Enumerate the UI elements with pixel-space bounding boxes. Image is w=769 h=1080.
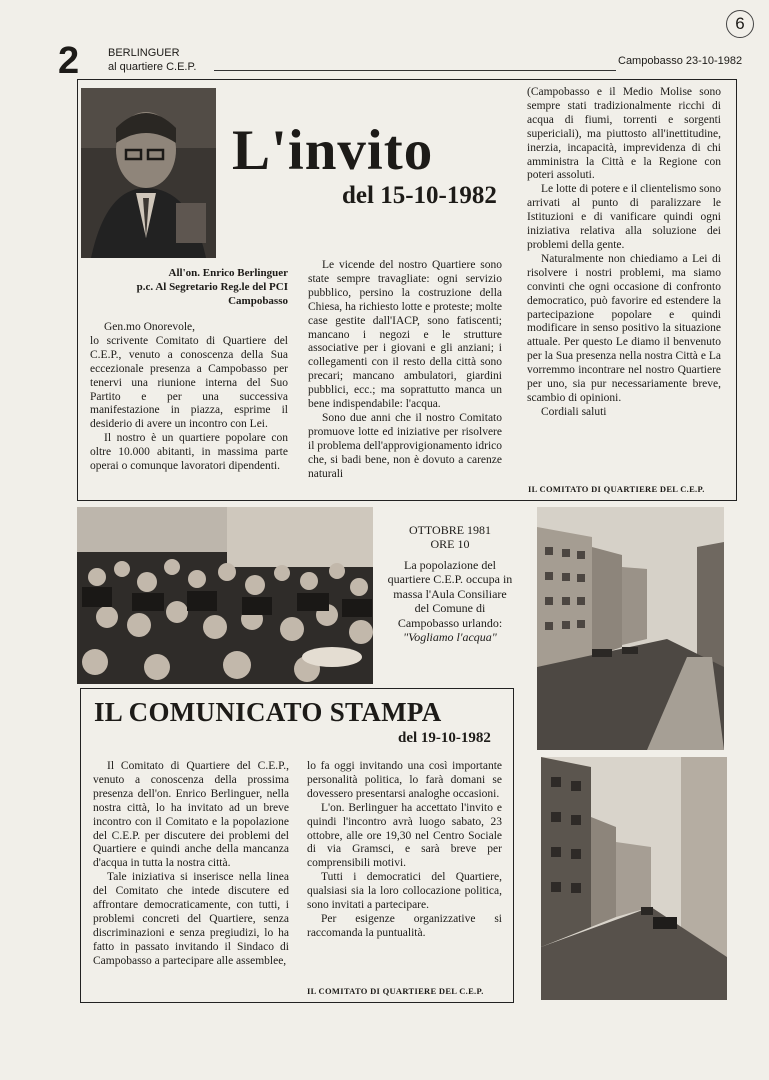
press-paragraph: Il Comitato di Quartiere del C.E.P., venuto a conoscenza della prossima presenza dell'on. Enrico Berlinguer, nella nostra città, lo ha invitato ad un breve incontro con il Comitato e la popolazione del C.E.P. per discutere dei problemi del Quartiere e quindi anche della mancanza d'acqua in tutta la nostra città. xyxy=(93,760,289,870)
letter-paragraph: Le vicende del nostro Quartiere sono state sempre travagliate: ogni servizio pubblico, persino la costruzione della Chiesa, ha richiesto lotte e proteste; molte case gestite dall'IACP, sono fatiscenti; mancano i negozi e le strutture associative per i giovani e gli anziani; i collegamenti con il resto della città sono precari; mancano ambulatori, giardini pubblici, ecc.; ma soprattutto manca un bene indispendabile: l'acqua. xyxy=(308,259,502,411)
letter-title: L'invito xyxy=(232,119,434,182)
press-column-2 xyxy=(307,760,502,941)
address-line: All'on. Enrico Berlinguer xyxy=(168,267,288,279)
address-line: Campobasso xyxy=(228,295,288,307)
publication-name: BERLINGUER xyxy=(108,47,180,59)
caption-text: La popolazione del quartiere C.E.P. occupa in massa l'Aula Consiliare del Comune di Campobasso urlando: xyxy=(387,558,513,630)
address-line: p.c. Al Segretario Reg.le del PCI xyxy=(136,281,288,293)
caption-quote: "Vogliamo l'acqua" xyxy=(403,630,497,645)
caption-title xyxy=(380,523,520,551)
letter-column-3 xyxy=(527,86,721,420)
press-paragraph: Tutti i democratici del Quartiere, qualsiasi sia la loro collocazione politica, sono invitati a partecipare. xyxy=(307,871,502,912)
street-photo-2 xyxy=(541,757,727,1000)
press-column-1 xyxy=(93,760,289,969)
letter-column-2 xyxy=(308,259,502,482)
press-paragraph: L'on. Berlinguer ha accettato l'invito e quindi l'incontro avrà luogo sabato, 23 ottobre, alle ore 19,30 nel Centro Sociale di via Gramsci, e sarà breve per comprensibili motivi. xyxy=(307,801,502,870)
portrait-photo xyxy=(81,88,216,258)
press-release-title: IL COMUNICATO STAMPA xyxy=(94,697,442,727)
press-paragraph: lo fa oggi invitando una così importante personalità politica, lo farà domani se dovessero presentarsi analoghe occasioni. xyxy=(307,760,502,800)
salutation: Gen.mo Onorevole, xyxy=(104,321,196,333)
letter-paragraph: Sono due anni che il nostro Comitato promuove lotte ed iniziative per risolvere il problema dell'approvigionamento idrico che, si badi bene, non è dovuto a carenze naturali xyxy=(308,411,503,480)
letter-column-1 xyxy=(90,321,288,474)
caption-time: ORE 10 xyxy=(430,537,470,551)
letter-paragraph: Il nostro è un quartiere popolare con oltre 10.000 abitanti, in massima parte operai o comunque lavoratori dipendenti. xyxy=(90,432,288,473)
caption-date: OTTOBRE 1981 xyxy=(408,523,492,537)
letter-signature: IL COMITATO DI QUARTIERE DEL C.E.P. xyxy=(528,484,705,494)
caption-body xyxy=(385,558,515,644)
press-paragraph: Tale iniziativa si inserisce nella linea del Comitato che intede discutere ed affrontare democraticamente, con tutti, i problemi concreti del Quartiere, senza discriminazioni e senza pregiudizi, lo ha fatto in passato invitando il Sindaco di Campobasso a partecipare alle assemblee, xyxy=(93,871,289,967)
press-release-date: del 19-10-1982 xyxy=(398,730,491,746)
press-paragraph: Per esigenze organizzative si raccomanda la puntualità. xyxy=(307,912,502,939)
publication-subtitle: al quartiere C.E.P. xyxy=(108,61,197,73)
header-date: Campobasso 23-10-1982 xyxy=(618,55,743,67)
letter-paragraph: Naturalmente non chiediamo a Lei di risolvere i nostri problemi, ma siamo convinti che ogni occasione di confronto democratico, può favorire ed estendere la partecipazione popolare e quindi modificare in senso positivo la situazione attuale. Per questo Le diamo il benvenuto per la Sua presenza nella nostra Città e La vorremmo incontrare nel nostro Quartiere per uno, sia pur necessariamente breve, scambio di opinioni. xyxy=(527,252,721,404)
letter-paragraph: (Campobasso e il Medio Molise sono sempre stati tradizionalmente ricchi di acqua di fiumi, torrenti e sorgenti supericiali), ma piuttosto all'inettitudine, inerzia, incapacità, imprevidenza di chi amministra la Città e la Regione con poteri assoluti. xyxy=(527,86,721,182)
letter-paragraph: Le lotte di potere e il clientelismo sono arrivati al punto di paralizzare le Istituzioni e di vanificare quindi ogni iniziativa relativa alla soluzione dei problemi della gente. xyxy=(527,183,721,251)
street-photo-1 xyxy=(537,507,724,750)
letter-address xyxy=(90,266,288,308)
header-rule xyxy=(214,70,616,71)
crowd-photo xyxy=(77,507,373,684)
page-number: 2 xyxy=(58,40,80,82)
archive-mark: 6 xyxy=(726,10,754,38)
closing: Cordiali saluti xyxy=(541,405,607,418)
press-signature: IL COMITATO DI QUARTIERE DEL C.E.P. xyxy=(307,986,484,996)
letter-date: del 15-10-1982 xyxy=(342,182,497,209)
letter-paragraph: lo scrivente Comitato di Quartiere del C.E.P., venuto a conoscenza della Sua eccezionale presenza a Campobasso per tenervi una riunione interna del Suo Partito e per una successiva manifestazione in piazza, esprime il desiderio di avere un incontro con Lei. xyxy=(90,334,288,431)
